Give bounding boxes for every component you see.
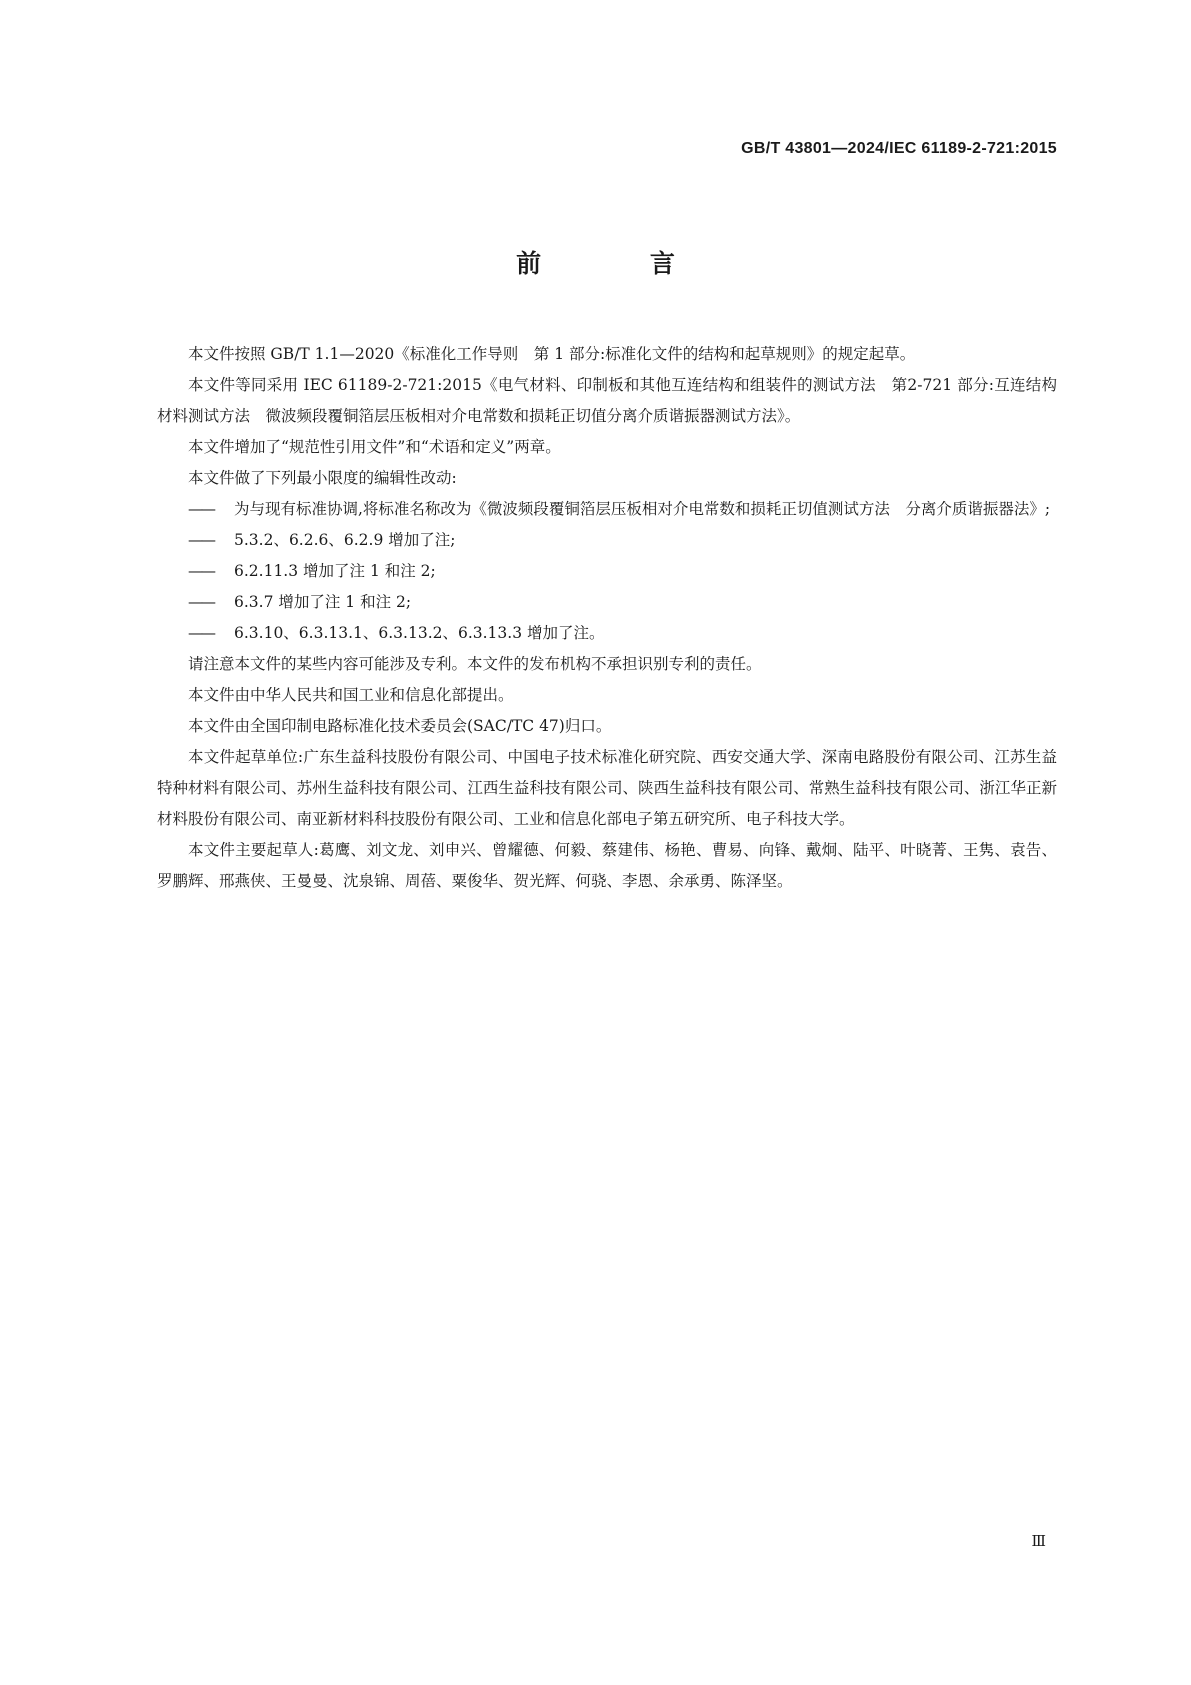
dash-marker: —— <box>188 562 213 580</box>
paragraph-technical-committee: 本文件由全国印制电路标准化技术委员会(SAC/TC 47)归口。 <box>188 717 612 735</box>
paragraph-proposer: 本文件由中华人民共和国工业和信息化部提出。 <box>188 686 514 704</box>
list-item-text: 6.2.11.3 增加了注 1 和注 2; <box>234 562 436 580</box>
paragraph-drafters: 本文件主要起草人:葛鹰、刘文龙、刘申兴、曾耀德、何毅、蔡建伟、杨艳、曹易、向锋、戴炯、陆平、叶晓菁、王隽、袁告、罗鹏辉、邢燕侠、王曼曼、沈泉锦、周蓓、粟俊华、贺光辉、何骁、李恩、余承勇、陈泽坚。 <box>157 841 1057 890</box>
list-item <box>188 525 1057 556</box>
paragraph-drafting-rules: 本文件按照 GB/T 1.1—2020《标准化工作导则 第 1 部分:标准化文件的结构和起草规则》的规定起草。 <box>188 345 916 363</box>
dash-marker: —— <box>188 500 213 518</box>
paragraph-added-chapters: 本文件增加了“规范性引用文件”和“术语和定义”两章。 <box>188 438 561 456</box>
dash-marker: —— <box>188 593 213 611</box>
section-title: 前 言 <box>516 249 725 278</box>
list-item <box>188 618 1057 649</box>
list-item <box>188 556 1057 587</box>
list-item-text: 6.3.10、6.3.13.1、6.3.13.2、6.3.13.3 增加了注。 <box>234 624 605 642</box>
list-item-text: 6.3.7 增加了注 1 和注 2; <box>234 593 412 611</box>
list-item-text: 5.3.2、6.2.6、6.2.9 增加了注; <box>234 531 456 549</box>
standard-number-header: GB/T 43801—2024/IEC 61189-2-721:2015 <box>741 140 1057 157</box>
paragraph-patent-notice: 请注意本文件的某些内容可能涉及专利。本文件的发布机构不承担识别专利的责任。 <box>188 655 762 673</box>
list-item-text: 为与现有标准协调,将标准名称改为《微波频段覆铜箔层压板相对介电常数和损耗正切值测试方法 分离介质谐振器法》; <box>234 500 1051 518</box>
paragraph-drafting-organizations: 本文件起草单位:广东生益科技股份有限公司、中国电子技术标准化研究院、西安交通大学、深南电路股份有限公司、江苏生益特种材料有限公司、苏州生益科技有限公司、江西生益科技有限公司、陕西生益科技有限公司、常熟生益科技有限公司、浙江华正新材料股份有限公司、南亚新材料科技股份有限公司、工业和信息化部电子第五研究所、电子科技大学。 <box>157 748 1057 828</box>
dash-marker: —— <box>188 624 213 642</box>
page-number: Ⅲ <box>1031 1532 1046 1550</box>
list-item <box>188 494 1057 525</box>
paragraph-editorial-changes: 本文件做了下列最小限度的编辑性改动: <box>188 469 457 487</box>
paragraph-adoption: 本文件等同采用 IEC 61189-2-721:2015《电气材料、印制板和其他互连结构和组装件的测试方法 第2-721 部分:互连结构材料测试方法 微波频段覆铜箔层压板相对介电常数和损耗正切值分离介质谐振器测试方法》。 <box>157 376 1057 425</box>
list-item <box>188 587 1057 618</box>
editorial-changes-list <box>157 494 1057 649</box>
dash-marker: —— <box>188 531 213 549</box>
preface-body <box>157 339 1057 897</box>
